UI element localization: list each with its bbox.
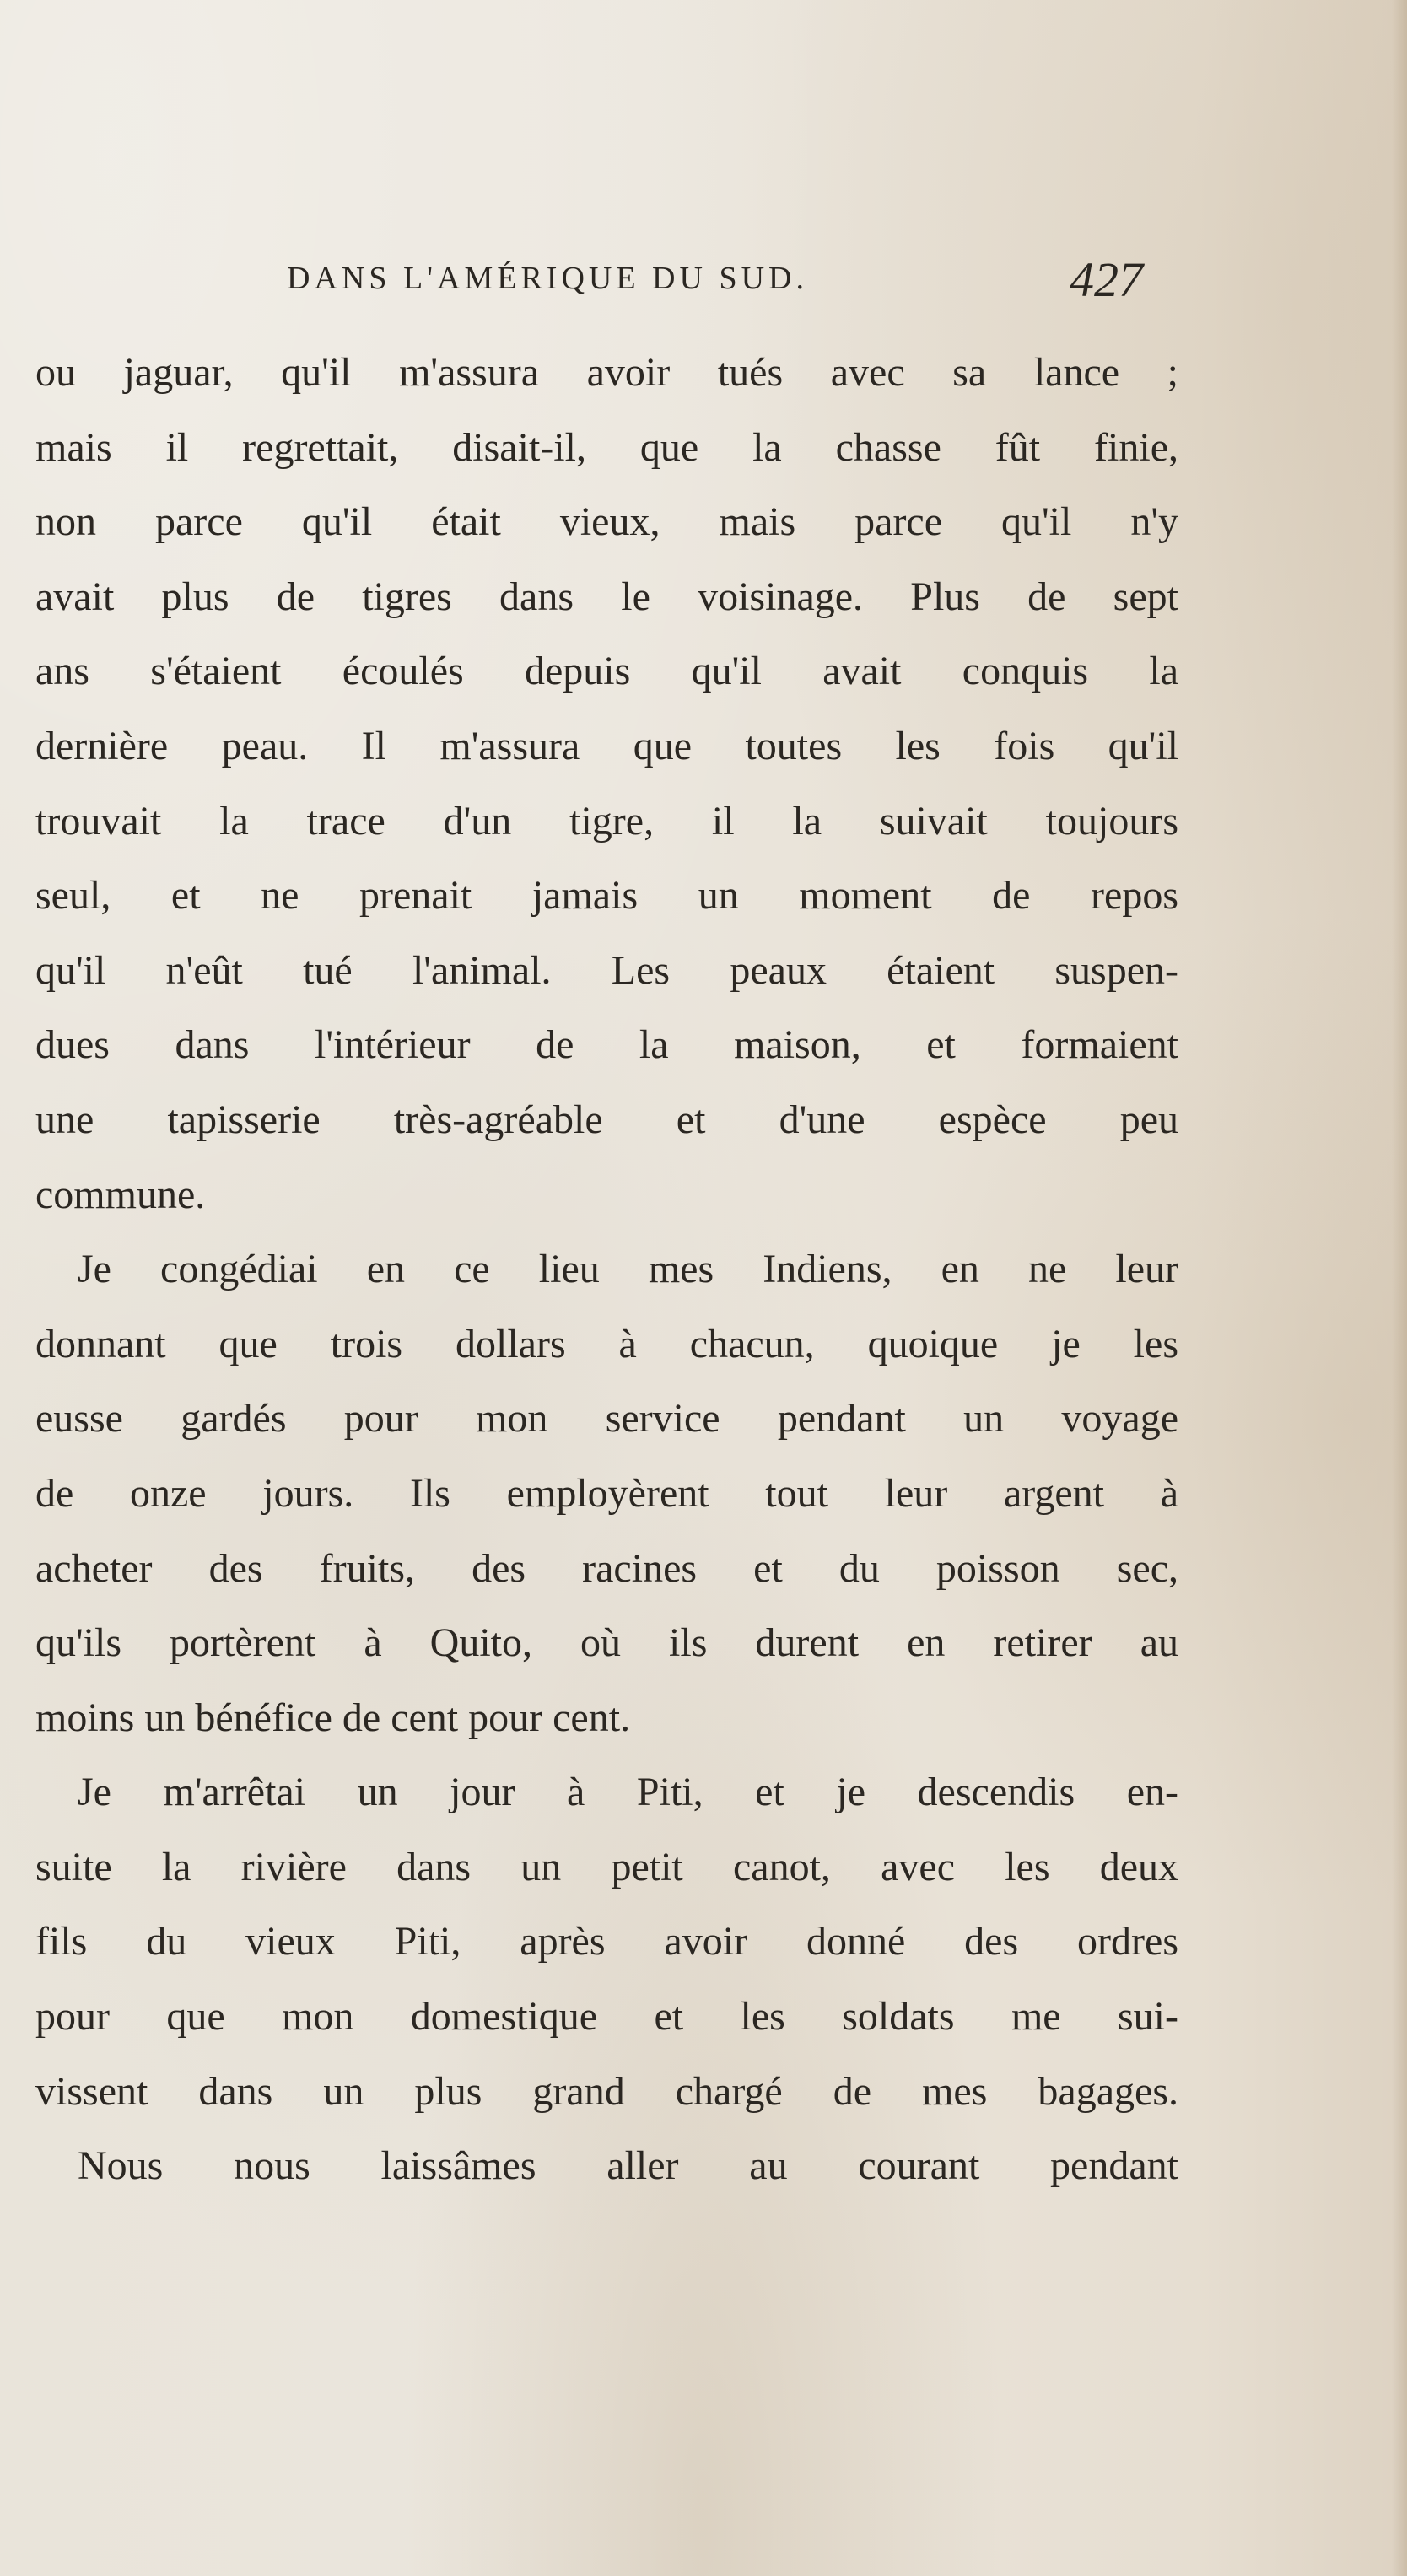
- text-line: qu'ils portèrent à Quito, où ils durent en retirer au: [35, 1620, 1178, 1666]
- text-line: dues dans l'intérieur de la maison, et formaient: [35, 1022, 1178, 1068]
- text-line: acheter des fruits, des racines et du poisson sec,: [35, 1545, 1178, 1591]
- text-line: pour que mon domestique et les soldats me sui-: [35, 1994, 1178, 2040]
- text-line: non parce qu'il était vieux, mais parce qu'il n'y: [35, 499, 1178, 545]
- text-line: suite la rivière dans un petit canot, avec les deux: [35, 1844, 1178, 1889]
- text-line: qu'il n'eût tué l'animal. Les peaux étaient suspen-: [35, 947, 1178, 993]
- text-line: eusse gardés pour mon service pendant un voyage: [35, 1396, 1178, 1442]
- running-title: DANS L'AMÉRIQUE DU SUD.: [287, 261, 808, 296]
- text-line: vissent dans un plus grand chargé de mes bagages.: [35, 2068, 1178, 2114]
- text-line: une tapisserie très-agréable et d'une espèce peu: [35, 1097, 1178, 1142]
- text-line: donnant que trois dollars à chacun, quoique je les: [35, 1321, 1178, 1366]
- text-line: trouvait la trace d'un tigre, il la suivait toujours: [35, 798, 1178, 843]
- paragraph-end-line: commune.: [35, 1172, 206, 1217]
- text-line: ans s'étaient écoulés depuis qu'il avait conquis la: [35, 649, 1178, 694]
- paragraph-end-line: moins un bénéfice de cent pour cent.: [35, 1695, 631, 1740]
- text-line: ou jaguar, qu'il m'assura avoir tués avec sa lance ;: [35, 350, 1178, 395]
- page-edge-shadow: [1392, 0, 1407, 2576]
- text-line: fils du vieux Piti, après avoir donné des ordres: [35, 1919, 1178, 1964]
- text-line: mais il regrettait, disait-il, que la chasse fût finie,: [35, 424, 1178, 470]
- body-text: [35, 336, 1178, 2204]
- text-line: de onze jours. Ils employèrent tout leur argent à: [35, 1470, 1178, 1516]
- paragraph-first-line: Nous nous laissâmes aller au courant pendant: [78, 2143, 1178, 2189]
- text-line: dernière peau. Il m'assura que toutes les fois qu'il: [35, 723, 1178, 768]
- text-line: avait plus de tigres dans le voisinage. Plus de sept: [35, 574, 1178, 619]
- paragraph-first-line: Je congédiai en ce lieu mes Indiens, en ne leur: [78, 1247, 1178, 1292]
- paragraph-first-line: Je m'arrêtai un jour à Piti, et je descendis en-: [78, 1770, 1178, 1815]
- text-line: seul, et ne prenait jamais un moment de repos: [35, 873, 1178, 919]
- running-head: [0, 251, 1407, 319]
- page-number: 427: [1070, 252, 1143, 307]
